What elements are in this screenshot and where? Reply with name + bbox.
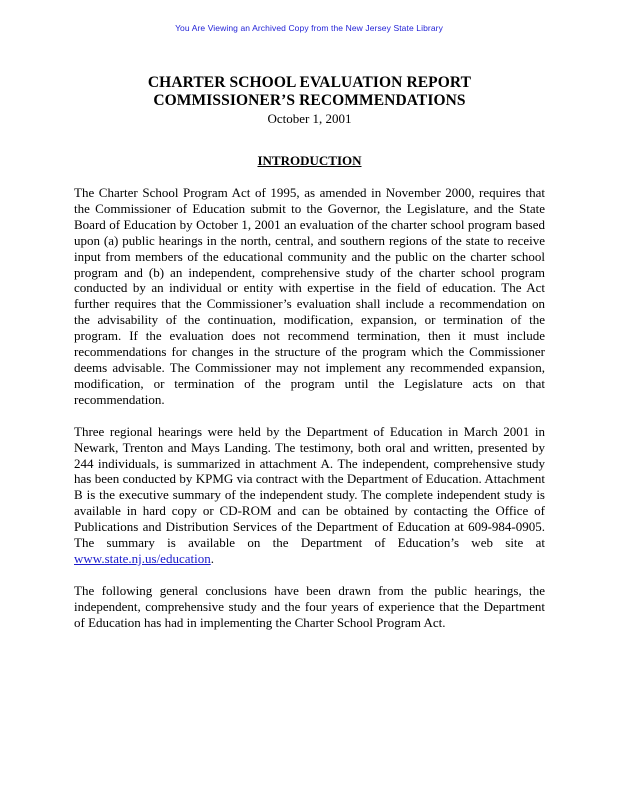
- report-date: October 1, 2001: [267, 111, 352, 126]
- education-website-link[interactable]: www.state.nj.us/education: [74, 550, 211, 566]
- document-page: [74, 74, 545, 631]
- section-heading-introduction: INTRODUCTION: [257, 153, 362, 168]
- paragraph-2-end: .: [210, 550, 214, 566]
- paragraph-3: The following general conclusions have been drawn from the public hearings, the independent, comprehensive study and the four years of experience that the Department of Education has had in implementing the Charter School Program Act.: [74, 582, 545, 630]
- archive-banner: You Are Viewing an Archived Copy from the New Jersey State Library: [175, 23, 443, 33]
- report-title: CHARTER SCHOOL EVALUATION REPORT: [147, 74, 472, 91]
- title-block: [74, 74, 545, 126]
- paragraph-2: [74, 424, 545, 567]
- paragraph-1: The Charter School Program Act of 1995, as amended in November 2000, requires that the Commissioner of Education submit to the Governor, the Legislature, and the State Board of Education by October 1, 2001 an evaluation of the charter school program based upon (a) public hearings in the north, central, and southern regions of the state to receive input from members of the educational community and the public on the charter school program and (b) an independent, comprehensive study of the charter school program conducted by an individual or entity with expertise in the field of education. The Act further requires that the Commissioner’s evaluation shall include a recommendation on the advisability of the continuation, modification, expansion, or termination of the program. If the evaluation does not recommend termination, then it must include recommendations for changes in the structure of the program which the Commissioner deems advisable. The Commissioner may not implement any recommended expansion, modification, or termination of the program until the Legislature acts on that recommendation.: [74, 185, 545, 407]
- paragraph-2-text: Three regional hearings were held by the Department of Education in March 2001 in Newark, Trenton and Mays Landing. The testimony, both oral and written, presented by 244 individuals, is summarized in attachment A. The independent, comprehensive study has been conducted by KPMG via contract with the Department of Education. Attachment B is the executive summary of the independent study. The complete independent study is available in hard copy or CD-ROM and can be obtained by contacting the Office of Publications and Distribution Services of the Department of Education at 609-984-0905. The summary is available on the Department of Education’s web site at: [74, 423, 545, 551]
- report-subtitle: COMMISSIONER’S RECOMMENDATIONS: [153, 92, 466, 109]
